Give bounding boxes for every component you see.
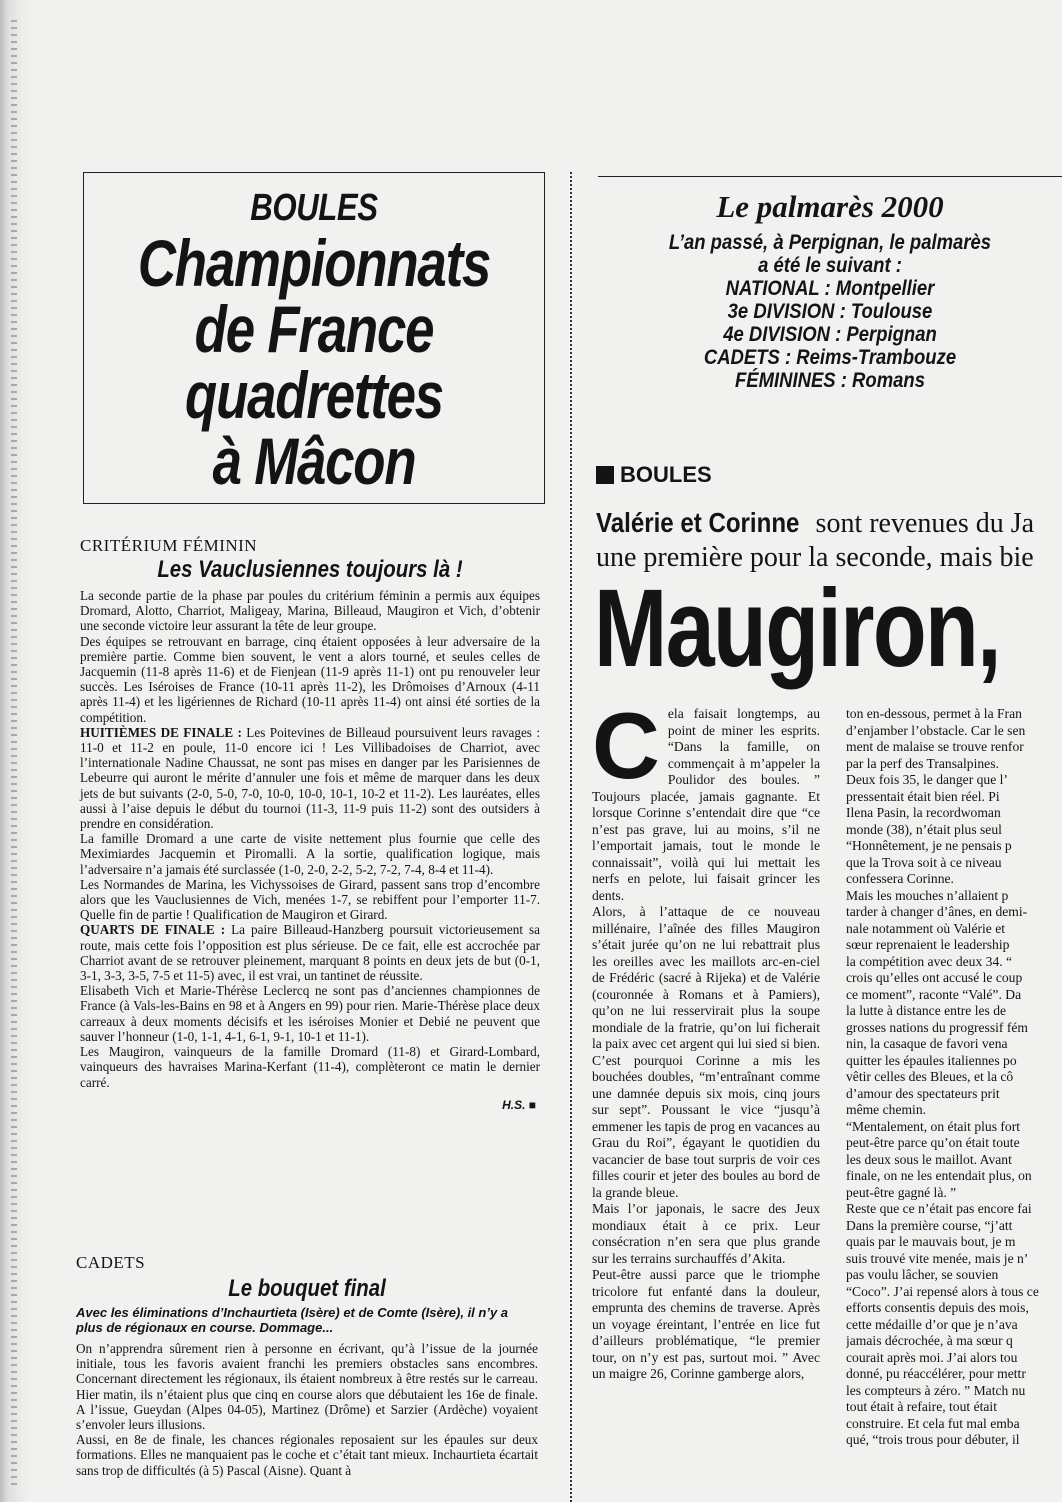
section-label: CADETS (76, 1253, 146, 1272)
text-line: Dans la première course, “j’att (846, 1217, 1013, 1233)
article-column-2 (846, 706, 1062, 1449)
text-line: la lutte à distance entre les de (846, 1003, 1007, 1018)
text-line: “Mentalement, on était plus fort (846, 1118, 1021, 1134)
text-line: crois qu’elles ont accusé le coup (846, 970, 1023, 985)
paragraph-text: La paire Billeaud-Hanzberg poursuit victorieusement sa route, mais cette fois l’opposition est plus sérieuse. De ce fait, elle est accrochée par Charriot avant de se retrouver pleinement, marquant 8 points en deux jets de but (0-1, 3-1, 3-3, 3-5, 7-5 et 11-5) avec, il est vrai, un tantinet de réussite. (80, 922, 540, 984)
text-line: d’amour des spectateurs prit (846, 1085, 1000, 1101)
paragraph: Peut-être aussi parce que le triomphe tricolore fut enfanté dans la douleur, emprunta des chemins de traverse. Après un voyage éreintant, l’entrée en lice fut d’ailleurs problématique, “le premier tour, on n’y est pas, surtout moi. ” Avec un maigre 26, Corinne gamberge alors, (592, 1267, 820, 1381)
text-line: suis trouvé vite menée, mais je n’ (846, 1250, 1029, 1266)
text-line: vêtir celles des Bleues, et la cô (846, 1069, 1014, 1084)
text-line: qué, “trois trous pour débuter, il (846, 1432, 1020, 1447)
cadets-section (76, 1253, 538, 1478)
text-line: les compteurs à zéro. ” Match nu (846, 1382, 1026, 1398)
main-headline (130, 226, 498, 498)
text-line: courait après moi. J’ai alors tou (846, 1349, 1018, 1365)
paragraph-text: ela faisait longtemps, au point de miner les esprits. “Dans la famille, on commençait à m’appeler la Poulidor des boules. ” Toujours placée, jamais gagnante. Et lorsque Corinne s’entendait dire que “ce n’est pas grave, lui au moins, s’il ne l’emportait jamais, tout le monde le connaissait”, voilà qui lui mettait les nerfs en pelote, lui faisait grincer les dents. (592, 706, 820, 903)
paragraph: On n’apprendra sûrement rien à personne en écrivant, qu’à l’issue de la journée initiale, tous les favoris avaient franchi les premiers obstacles sans encombres. Concernant directement les régionaux, ils étaient nombreux à être restés sur le carreau. Hier matin, ils n’étaient plus que cinq en course alors que débutaient les 16e de finale. A l’issue, Gueydan (Alpes 04-05), Martinez (Drôme) et Sarzier (Ardèche) voyaient s’envoler leurs illusions. (76, 1341, 538, 1433)
paragraph-text: Les Poitevines de Billeaud poursuivent leurs ravages : 11-0 et 11-2 en poule, 11-0 encore ici ! Les Villibadoises de Charriot, avec l’internationale Nadine Chaussat, ne sont pas mises en danger par les Parisiennes de Lebeurre qui auront le mérite d’annuler une fois et même de marquer dans les deux jets de but suivants (2-0, 5-0, 7-0, 10-0, 10-0, 10-1, 10-2 et 11-2). Les lauréates, elles aussi à l’aise depuis le début du tournoi (11-3, 11-9 puis 11-2) sont des outsiders à prendre en considération. (80, 724, 540, 832)
binder-holes (11, 20, 17, 1490)
column-separator (570, 172, 572, 1502)
paragraph: Les Maugiron, vainqueurs de la famille Dromard (11-8) et Girard-Lombard, vainqueurs des havraises Marina-Kerfant (11-4), complèteront ce matin le dernier carré. (80, 1044, 540, 1090)
paragraph: La famille Dromard a une carte de visite nettement plus fournie que celle des Meximiardes Jacquemin et Piromalli. A la sortie, qualification logique, mais l’adversaire n’a jamais été surclassée (1-0, 2-0, 2-2, 5-2, 7-2, 7-4, 8-4 et 11-4). (80, 831, 540, 877)
paragraph (592, 693, 820, 904)
paragraph (80, 922, 540, 983)
text-line: tarder à changer d’ânes, en demi- (846, 904, 1028, 919)
palmares-list (626, 231, 1034, 392)
text-line: peut-être gagné là. ” (846, 1184, 957, 1200)
text-line: peut-être parce qu’on était toute (846, 1135, 1020, 1150)
big-headline: Maugiron, (594, 567, 1001, 690)
square-bullet-icon (596, 466, 614, 484)
text-line: Reste que ce n’était pas encore fai (846, 1201, 1032, 1216)
article-body (76, 1341, 538, 1478)
text-line: jamais décrochée, à ma sœur q (846, 1333, 1013, 1348)
text-line: monde (38), n’était plus seul (846, 821, 1002, 837)
text-line: même chemin. (846, 1102, 927, 1117)
headline-line: à Mâcon (212, 424, 416, 498)
text-line: ton en-dessous, permet à la Fran (846, 706, 1022, 721)
text-line: finale, on ne les entendait plus, on (846, 1168, 1032, 1183)
criterium-section (80, 536, 540, 1112)
intro: Avec les éliminations d’Inchaurtieta (Isère) et de Comte (Isère), il n’y a plus de régionaux en course. Dommage... (76, 1305, 509, 1335)
text-line: Mais les mouches n’allaient p (846, 887, 1009, 903)
text-line: que la Trova soit à ce niveau (846, 854, 1002, 870)
text-line: cette médaille d’or que je n’ava (846, 1316, 1018, 1332)
text-line: par la perf des Transalpines. (846, 755, 999, 771)
paragraph: Les Normandes de Marina, les Vichyssoises de Girard, passent sans trop d’encombre alors que les Vauclusiennes de Vich, menées 1-7, se rebiffent pour l’emporter 11-7. Quelle fin de partie ! Qualification de Maugiron et Girard. (80, 876, 540, 923)
text-line: ment de malaise se trouve renfor (846, 739, 1024, 754)
paragraph: Mais l’or japonais, le sacre des Jeux mondiaux était à ce prix. Leur consécration n’en sera que plus grande sur les terrains surchauffés d’Akita. (592, 1201, 820, 1266)
text-line: tout était à refaire, tout était (846, 1399, 997, 1414)
paragraph: Elisabeth Vich et Marie-Thérèse Leclercq ne sont pas d’anciennes championnes de France (à Vals-les-Bains en 98 et à Angers en 99) pour rien. Marie-Thérèse place deux carreaux à deux moments décisifs et les iséroises Monier et Debié ne peuvent que sauver l’honneur (1-0, 1-1, 4-1, 6-1, 9-1, 10-1 et 11-1). (80, 983, 540, 1044)
text-line: les deux sous le maillot. Avant (846, 1151, 1012, 1167)
paragraph-lead: HUITIÈMES DE FINALE : (80, 724, 242, 740)
subhead: Le bouquet final (228, 1275, 386, 1302)
text-line: la compétition avec deux 34. “ (846, 953, 1013, 969)
text-line: ce moment”, raconte “Valé”. Da (846, 986, 1022, 1002)
text-line: “Honnêtement, je ne pensais p (846, 838, 1012, 853)
paragraph: Des équipes se retrouvant en barrage, cinq étaient opposées à leur adversaire de la première partie. Comme bien souvent, le vent a alors tourné, et seules celles de Jacquemin (11-8 après 11-6) et de Fienjean (11-9 après 11-1) ont pu renouveler leur succès. Les Iséroises de France (10-11 après 11-2), les Drômoises d’Arnoux (4-11 après 11-4) et les ligériennes de Richard (10-11 après 11-4) ont ainsi été sorties de la compétition. (80, 633, 540, 725)
palmares-box (598, 176, 1062, 407)
text-line: sœur reprenaient le leadership (846, 937, 1010, 952)
signature: H.S. ■ (502, 1097, 536, 1112)
kicker: BOULES (250, 187, 378, 229)
palmares-line: CADETS : Reims-Trambouze (703, 346, 957, 369)
headline-line: Championnats (137, 226, 491, 300)
text-line: confessera Corinne. (846, 871, 954, 886)
palmares-line: FÉMININES : Romans (735, 369, 925, 392)
article-body (592, 693, 820, 1383)
text-line: quais par le mauvais bout, je m (846, 1234, 1016, 1249)
palmares-line: 3e DIVISION : Toulouse (727, 300, 933, 323)
article-body (80, 588, 540, 1090)
drop-cap: C (592, 693, 660, 798)
palmares-line: 4e DIVISION : Perpignan (723, 323, 937, 346)
paragraph-lead: QUARTS DE FINALE : (80, 922, 226, 938)
deck-line: une première pour la seconde, mais bie (596, 542, 1034, 573)
paragraph: La seconde partie de la phase par poules du critérium féminin a permis aux équipes Dromard, Alotto, Charriot, Maligeay, Marina, Billeaud, Maugiron et Vich, d’obtenir une seconde victoire leur assurant la tête de leur groupe. (80, 588, 540, 634)
text-line: nale notamment où Valérie et (846, 920, 1006, 936)
palmares-line: NATIONAL : Montpellier (725, 277, 935, 300)
section-tag (596, 462, 712, 488)
paragraph: Aussi, en 8e de finale, les chances régionales reposaient sur les épaules sur deux formations. Elles ne manquaient pas le coche et c’était tant mieux. Inchaurtieta écartait sans trop de difficultés (à 5) Pascal (Aisne). Quant à (76, 1432, 538, 1478)
text-line: “Coco”. J’ai repensé alors à tous ce (846, 1283, 1039, 1299)
paragraph: Alors, à l’attaque de ce nouveau millénaire, l’aînée des filles Maugiron s’était jurée qu’on ne lui rebattrait plus les oreilles avec les maillots arc-en-ciel de Frédéric (sacré à Rijeka) et de Valérie (couronnée à Romans et à Pamiers), qu’on ne lui resservirait plus la soupe mondiale de la fratrie, qu’on lui ficherait la paix avec cet argent qui lui sied si bien. C’est pourquoi Corinne a mis les bouchées doubles, “m’entraînant comme une damnée depuis six mois, cinq jours sur sept”. Poussant le vice “jusqu’à emmener les tapis de prog en vacances au Grau du Roi”, égayant le quotidien du vacancier de base tout surpris de voir ces filles courir et jeter des boules au bord de la grande bleue. (592, 904, 820, 1200)
text-line: quitter les épaules italiennes po (846, 1052, 1017, 1068)
text-line: efforts consentis depuis des mois, (846, 1300, 1029, 1315)
subhead: Les Vauclusiennes toujours là ! (157, 556, 463, 583)
article-body (846, 706, 1062, 1449)
title-box (83, 172, 545, 504)
paragraph (80, 725, 540, 831)
palmares-line: L’an passé, à Perpignan, le palmarès (668, 231, 992, 254)
palmares-line: a été le suivant : (758, 254, 902, 277)
palmares-title: Le palmarès 2000 (716, 189, 944, 224)
headline-line: de France (194, 292, 434, 366)
text-line: grosses nations du progressif fém (846, 1019, 1028, 1035)
section-label: CRITÉRIUM FÉMININ (80, 536, 258, 555)
text-line: Deux fois 35, le danger que l’ (846, 772, 1008, 787)
text-line: Ilena Pasin, la recordwoman (846, 805, 1001, 820)
article-column-1 (592, 693, 820, 1383)
tag-label: BOULES (620, 462, 712, 487)
binder-edge (0, 0, 30, 1502)
headline-line: quadrettes (185, 358, 443, 432)
text-line: d’enjamber l’obstacle. Car le sen (846, 722, 1026, 738)
deck-line (596, 506, 1034, 541)
text-line: donné, pu réaccélérer, pour mettr (846, 1366, 1026, 1381)
text-line: nin, la casaque de favori vena (846, 1036, 1008, 1051)
text-line: construire. Et cela fut mal emba (846, 1415, 1020, 1431)
text-line: pas voulu lâcher, se souvien (846, 1267, 999, 1282)
text-line: pressentait était bien réel. Pi (846, 788, 1000, 804)
deck-bold: Valérie et Corinne (596, 507, 800, 538)
deck-rest: sont revenues du Ja (808, 508, 1035, 539)
deck (596, 506, 1034, 575)
